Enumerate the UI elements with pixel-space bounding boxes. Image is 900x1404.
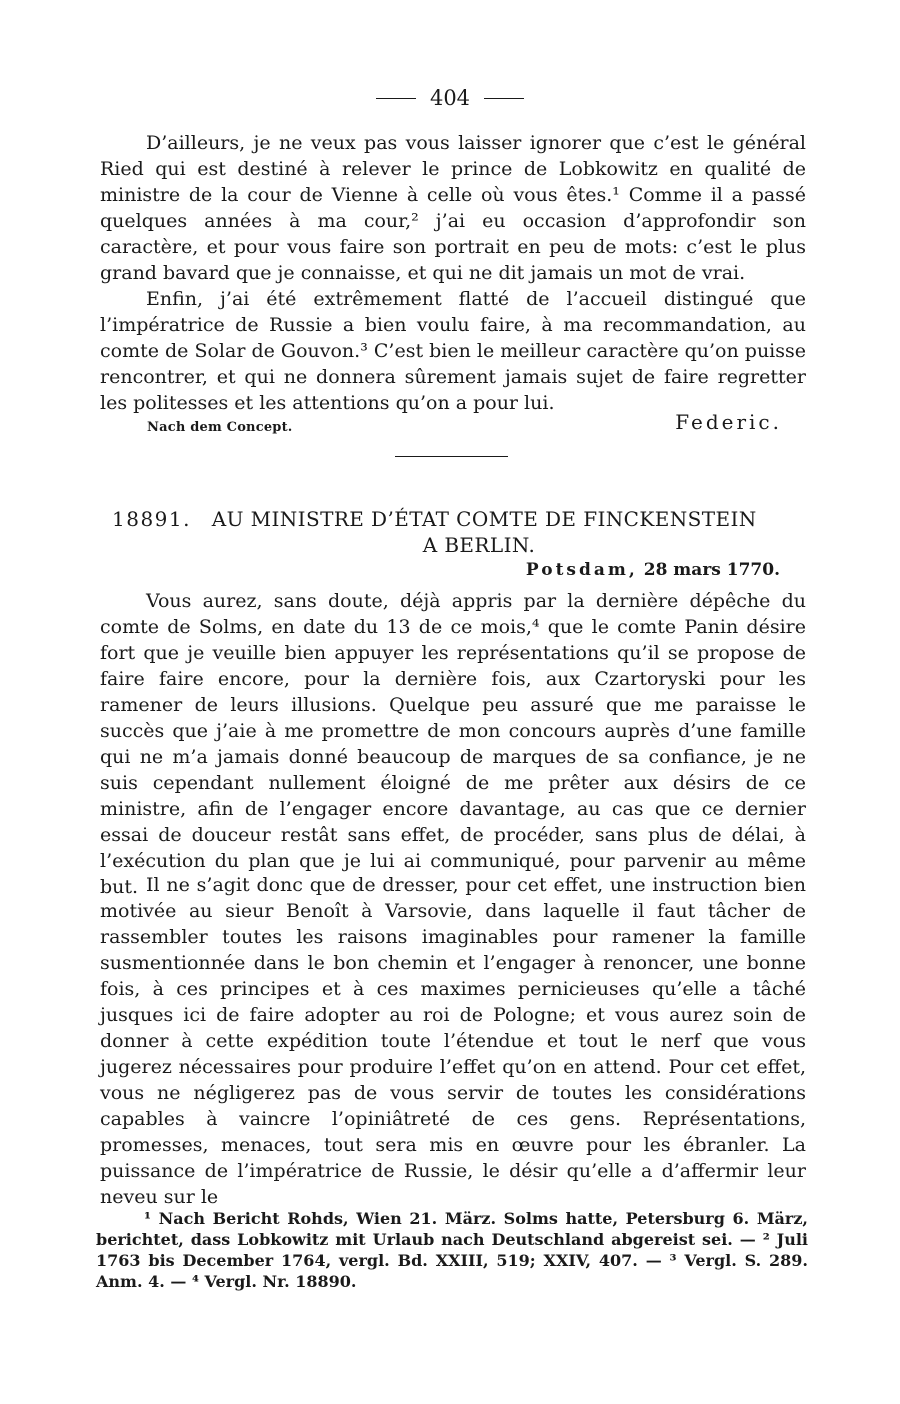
footnotes: ¹ Nach Bericht Rohds, Wien 21. März. Solms hatte, Petersburg 6. März, berichtet, dass Lobkowitz mit Urlaub nach Deutschland abgereist sei. — ² Juli 1763 bis December 1764, vergl. Bd. XXIII, 519; XXIV, 407. — ³ Vergl. S. 289. Anm. 4. — ⁴ Vergl. Nr. 18890. <box>96 1209 808 1291</box>
page-header <box>0 86 900 110</box>
letter-paragraph-1: Vous aurez, sans doute, déjà appris par la dernière dépêche du comte de Solms, en date du 13 de ce mois,⁴ que le comte Panin désire fort que je veuille bien appuyer les représentations qu’il se propose de faire faire encore, pour la dernière fois, aux Czartoryski pour les ramener de leurs illusions. Quelque peu assuré que me paraisse le succès que j’aie à me promettre de mon concours auprès d’une famille qui ne m’a jamais donné beaucoup de marques de sa confiance, je ne suis cependant nullement éloigné de me prêter aux désirs de ce ministre, afin de l’engager encore davantage, au cas que ce dernier essai de douceur restât sans effet, de procéder, sans plus de délai, à l’exécution du plan que je lui ai communiqué, pour parvenir au même but. <box>100 590 806 898</box>
letter-number: 18891. <box>112 507 191 531</box>
dateline-place: Potsdam, <box>525 560 638 580</box>
page-number: 404 <box>429 86 471 110</box>
header-rule-right <box>484 98 524 99</box>
prev-letter-paragraph-1: D’ailleurs, je ne veux pas vous laisser ignorer que c’est le général Ried qui est destiné à relever le prince de Lobkowitz en qualité de ministre de la cour de Vienne à celle où vous êtes.¹ Comme il a passé quelques années à ma cour,² j’ai eu occasion d’approfondir son caractère, et pour vous faire son portrait en peu de mots: c’est le plus grand bavard que je connaisse, et qui ne dit jamais un mot de vrai. <box>100 132 806 284</box>
prev-letter-paragraph-2: Enfin, j’ai été extrêmement flatté de l’accueil distingué que l’impératrice de Russie a bien voulu faire, à ma recommandation, au comte de Solar de Gouvon.³ C’est bien le meilleur caractère qu’on puisse rencontrer, et qui ne donnera sûrement jamais sujet de faire regretter les politesses et les attentions qu’on a pour lui. <box>100 288 806 414</box>
letter-title-line1: AU MINISTRE D’ÉTAT COMTE DE FINCKENSTEIN <box>211 507 757 531</box>
section-divider <box>395 456 508 457</box>
dateline <box>526 560 780 580</box>
letter-title-line2: A BERLIN. <box>422 533 536 557</box>
letter-heading <box>112 506 806 558</box>
dateline-date: 28 mars 1770. <box>643 560 780 580</box>
letter-paragraph-2: Il ne s’agit donc que de dresser, pour cet effet, une instruction bien motivée au sieur Benoît à Varsovie, dans laquelle il faut tâcher de rassembler toutes les raisons imaginables pour ramener la famille susmentionnée dans le bon chemin et l’engager à renoncer, une bonne fois, à ces principes et à ces maximes pernicieuses qu’elle a tâché jusques ici de faire adopter au roi de Pologne; et vous aurez soin de donner à cette expédition toute l’étendue et tout le nerf que vous jugerez nécessaires pour produire l’effet qu’on en attend. Pour cet effet, vous ne négligerez pas de vous servir de toutes les considérations capables à vaincre l’opiniâtreté de ces gens. Représentations, promesses, menaces, tout sera mis en œuvre pour les ébranler. La puissance de l’impératrice de Russie, le désir qu’elle a d’affermir leur neveu sur le <box>100 874 806 1208</box>
source-note: Nach dem Concept. <box>147 420 293 435</box>
header-rule-left <box>376 98 416 99</box>
signature: Federic. <box>675 410 782 434</box>
